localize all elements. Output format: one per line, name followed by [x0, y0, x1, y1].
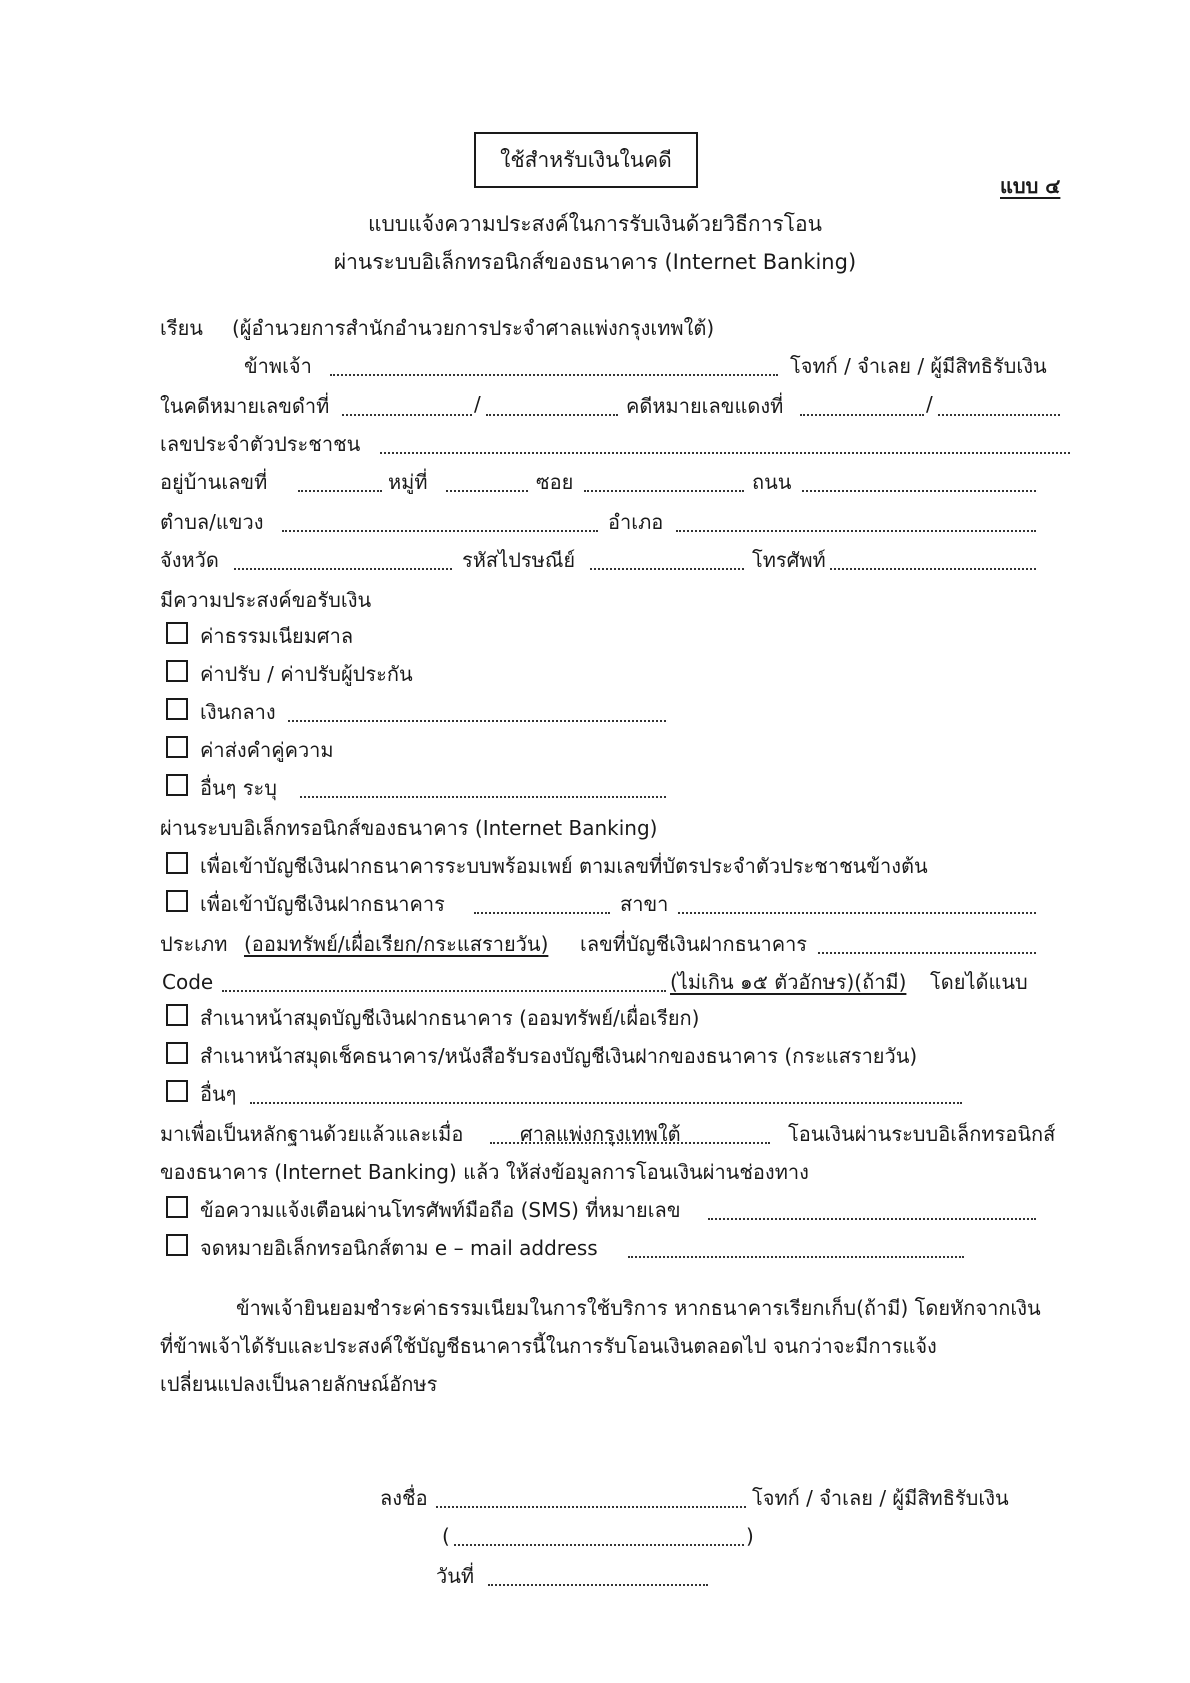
soi-field[interactable] [584, 472, 744, 492]
branch-field[interactable] [678, 894, 1036, 914]
province-field[interactable] [234, 550, 452, 570]
code-note: (ไม่เกิน ๑๕ ตัวอักษร)(ถ้ามี) [670, 970, 907, 994]
banking-heading: ผ่านระบบอิเล็กทรอนิกส์ของธนาคาร (Internet Banking) [160, 816, 658, 840]
checkbook-label: สำเนาหน้าสมุดเช็คธนาคาร/หนังสือรับรองบัญชีเงินฝากของธนาคาร (กระแสรายวัน) [200, 1044, 918, 1068]
purpose-heading: มีความประสงค์ขอรับเงิน [160, 588, 372, 612]
code-label: Code [162, 970, 214, 994]
signer-party-label: โจทก์ / จำเลย / ผู้มีสิทธิรับเงิน [752, 1486, 1009, 1510]
attach-label: โดยได้แนบ [930, 970, 1028, 994]
black-case-slash: / [474, 392, 481, 416]
fine-label: ค่าปรับ / ค่าปรับผู้ประกัน [200, 662, 413, 686]
black-case-label: ในคดีหมายเลขดำที่ [160, 394, 330, 418]
open-paren: ( [442, 1524, 450, 1548]
province-label: จังหวัด [160, 548, 219, 572]
close-paren: ) [746, 1524, 754, 1548]
other-purpose-checkbox[interactable] [166, 774, 188, 796]
consent-line2: ที่ข้าพเจ้าได้รับและประสงค์ใช้บัญชีธนาคารนี้ในการรับโอนเงินตลอดไป จนกว่าจะมีการแจ้ง [160, 1334, 937, 1358]
amphoe-field[interactable] [676, 512, 1036, 532]
postal-code-field[interactable] [590, 550, 744, 570]
red-case-slash: / [926, 392, 933, 416]
usage-box [474, 132, 698, 188]
signature-field[interactable] [436, 1488, 746, 1508]
consent-line3: เปลี่ยนแปลงเป็นลายลักษณ์อักษร [160, 1372, 438, 1396]
road-label: ถนน [752, 470, 792, 494]
red-case-label: คดีหมายเลขแดงที่ [626, 394, 784, 418]
other-attachment-field[interactable] [250, 1084, 962, 1104]
road-field[interactable] [802, 472, 1036, 492]
notify-line1-start: มาเพื่อเป็นหลักฐานด้วยแล้วและเมื่อ [160, 1122, 464, 1146]
consent-line1: ข้าพเจ้ายินยอมชำระค่าธรรมเนียมในการใช้บริการ หากธนาคารเรียกเก็บ(ถ้ามี) โดยหักจากเงิน [236, 1296, 1041, 1320]
promptpay-checkbox[interactable] [166, 852, 188, 874]
account-type-options: (ออมทรัพย์/เผื่อเรียก/กระแสรายวัน) [244, 932, 549, 956]
red-case-year-field[interactable] [938, 396, 1060, 416]
sms-checkbox[interactable] [166, 1196, 188, 1218]
red-case-number-field[interactable] [800, 396, 924, 416]
central-fund-field[interactable] [288, 702, 666, 722]
printed-name-field[interactable] [454, 1526, 744, 1546]
to-value: (ผู้อำนวยการสำนักอำนวยการประจำศาลแพ่งกรุงเทพใต้) [232, 316, 715, 340]
central-fund-checkbox[interactable] [166, 698, 188, 720]
court-name: ศาลแพ่งกรุงเทพใต้ [520, 1122, 681, 1146]
service-fee-label: ค่าส่งคำคู่ความ [200, 738, 334, 762]
account-number-label: เลขที่บัญชีเงินฝากธนาคาร [580, 932, 808, 956]
court-fee-checkbox[interactable] [166, 622, 188, 644]
tambon-field[interactable] [282, 512, 598, 532]
other-attachment-label: อื่นๆ [200, 1082, 237, 1106]
phone-field[interactable] [830, 550, 1036, 570]
branch-label: สาขา [620, 892, 669, 916]
moo-field[interactable] [446, 472, 528, 492]
to-label: เรียน [160, 316, 203, 340]
account-number-field[interactable] [818, 934, 1036, 954]
amphoe-label: อำเภอ [608, 510, 664, 534]
other-attachment-checkbox[interactable] [166, 1080, 188, 1102]
sms-number-field[interactable] [708, 1200, 1036, 1220]
national-id-label: เลขประจำตัวประชาชน [160, 432, 361, 456]
code-field[interactable] [222, 972, 666, 992]
phone-label: โทรศัพท์ [752, 548, 826, 572]
other-purpose-label: อื่นๆ ระบุ [200, 776, 277, 800]
checkbook-checkbox[interactable] [166, 1042, 188, 1064]
account-type-label: ประเภท [160, 932, 228, 956]
sms-label: ข้อความแจ้งเตือนผ่านโทรศัพท์มือถือ (SMS) ที่หมายเลข [200, 1198, 681, 1222]
other-purpose-field[interactable] [300, 778, 666, 798]
email-checkbox[interactable] [166, 1234, 188, 1256]
bank-account-checkbox[interactable] [166, 890, 188, 912]
national-id-field[interactable] [380, 434, 1070, 454]
usage-box-text: ใช้สำหรับเงินในคดี [500, 147, 672, 172]
service-fee-checkbox[interactable] [166, 736, 188, 758]
black-case-year-field[interactable] [486, 396, 618, 416]
house-number-field[interactable] [298, 472, 382, 492]
sign-label: ลงชื่อ [380, 1486, 428, 1510]
form-number: แบบ ๔ [1000, 174, 1061, 198]
black-case-number-field[interactable] [342, 396, 472, 416]
savings-passbook-label: สำเนาหน้าสมุดบัญชีเงินฝากธนาคาร (ออมทรัพย์/เผื่อเรียก) [200, 1006, 700, 1030]
house-number-label: อยู่บ้านเลขที่ [160, 470, 268, 494]
central-fund-label: เงินกลาง [200, 700, 276, 724]
notify-line2: ของธนาคาร (Internet Banking) แล้ว ให้ส่งข้อมูลการโอนเงินผ่านช่องทาง [160, 1160, 809, 1184]
name-field[interactable] [330, 356, 778, 376]
moo-label: หมู่ที่ [388, 470, 428, 494]
date-field[interactable] [488, 1566, 708, 1586]
promptpay-label: เพื่อเข้าบัญชีเงินฝากธนาคารระบบพร้อมเพย์ ตามเลขที่บัตรประจำตัวประชาชนข้างต้น [200, 854, 928, 878]
fine-checkbox[interactable] [166, 660, 188, 682]
notify-line1-end: โอนเงินผ่านระบบอิเล็กทรอนิกส์ [788, 1122, 1056, 1146]
postal-code-label: รหัสไปรษณีย์ [462, 548, 576, 572]
soi-label: ซอย [536, 470, 574, 494]
name-label: ข้าพเจ้า [244, 354, 312, 378]
tambon-label: ตำบล/แขวง [160, 510, 264, 534]
court-fee-label: ค่าธรรมเนียมศาล [200, 624, 354, 648]
date-label: วันที่ [436, 1564, 475, 1588]
savings-passbook-checkbox[interactable] [166, 1004, 188, 1026]
form-title-line1: แบบแจ้งความประสงค์ในการรับเงินด้วยวิธีการโอน [368, 212, 822, 236]
bank-name-field[interactable] [474, 894, 610, 914]
party-label: โจทก์ / จำเลย / ผู้มีสิทธิรับเงิน [790, 354, 1047, 378]
email-label: จดหมายอิเล็กทรอนิกส์ตาม e – mail address [200, 1236, 598, 1260]
bank-account-label: เพื่อเข้าบัญชีเงินฝากธนาคาร [200, 892, 445, 916]
email-field[interactable] [628, 1238, 964, 1258]
form-title-line2: ผ่านระบบอิเล็กทรอนิกส์ของธนาคาร (Internet Banking) [333, 250, 857, 274]
